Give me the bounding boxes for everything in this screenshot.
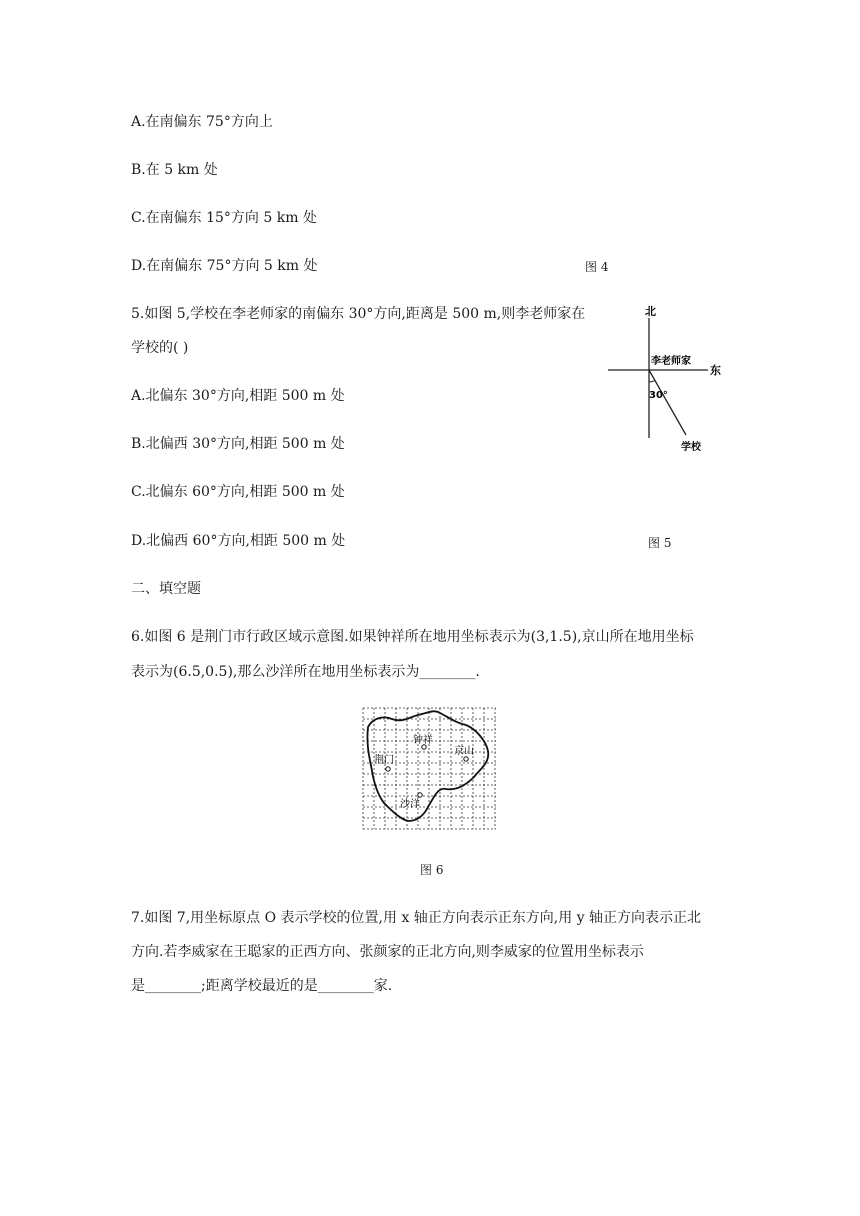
q6-stem-line-1: 6.如图 6 是荆门市行政区域示意图.如果钟祥所在地用坐标表示为(3,1.5),京山所在地用坐标 (131, 629, 694, 645)
figure-5-compass-diagram (600, 300, 730, 460)
figure-4-caption: 图 4 (585, 260, 609, 274)
jingmen-marker (386, 767, 390, 771)
home-label: 李老师家 (651, 356, 691, 367)
jingshan-label: 京山 (454, 746, 474, 757)
q6-stem-line-2: 表示为(6.5,0.5),那么沙洋所在地用坐标表示为________. (131, 664, 480, 680)
figure-5-caption: 图 5 (648, 536, 672, 550)
q5-option-b: B.北偏西 30°方向,相距 500 m 处 (131, 436, 345, 452)
jingshan-marker (464, 757, 468, 761)
coordinate-grid (363, 708, 496, 829)
q7-stem-line-2: 方向.若李威家在王聪家的正西方向、张颜家的正北方向,则李威家的位置用坐标表示 (131, 944, 644, 960)
q5-stem-line-2: 学校的( ) (131, 340, 189, 356)
angle-label: 30° (649, 390, 668, 401)
q7-stem-line-3: 是________;距离学校最近的是________家. (131, 978, 393, 994)
q4-option-c: C.在南偏东 15°方向 5 km 处 (131, 210, 317, 226)
q5-option-a: A.北偏东 30°方向,相距 500 m 处 (131, 388, 345, 404)
region-boundary (367, 711, 488, 821)
q7-stem-line-1: 7.如图 7,用坐标原点 O 表示学校的位置,用 x 轴正方向表示正东方向,用 y 轴正方向表示正北 (131, 910, 702, 926)
figure-6-region-map (362, 707, 498, 831)
north-label: 北 (645, 305, 656, 318)
q5-stem-line-1: 5.如图 5,学校在李老师家的南偏东 30°方向,距离是 500 m,则李老师家在 (131, 306, 586, 322)
q5-option-d: D.北偏西 60°方向,相距 500 m 处 (131, 533, 346, 549)
section-title: 二、填空题 (131, 581, 201, 597)
figure-6-caption: 图 6 (420, 863, 444, 877)
q4-option-b: B.在 5 km 处 (131, 162, 218, 178)
east-label: 东 (710, 364, 721, 377)
q4-option-d: D.在南偏东 75°方向 5 km 处 (131, 258, 318, 274)
q4-option-a: A.在南偏东 75°方向上 (131, 114, 273, 130)
angle-arc (649, 380, 655, 382)
school-direction-line (649, 370, 686, 435)
shayang-label: 沙洋 (400, 799, 420, 810)
school-label: 学校 (681, 442, 701, 453)
jingmen-label: 荆门 (374, 755, 394, 766)
q5-option-c: C.北偏东 60°方向,相距 500 m 处 (131, 484, 345, 500)
zhongxiang-label: 钟祥 (413, 735, 433, 746)
shayang-marker (418, 793, 422, 797)
